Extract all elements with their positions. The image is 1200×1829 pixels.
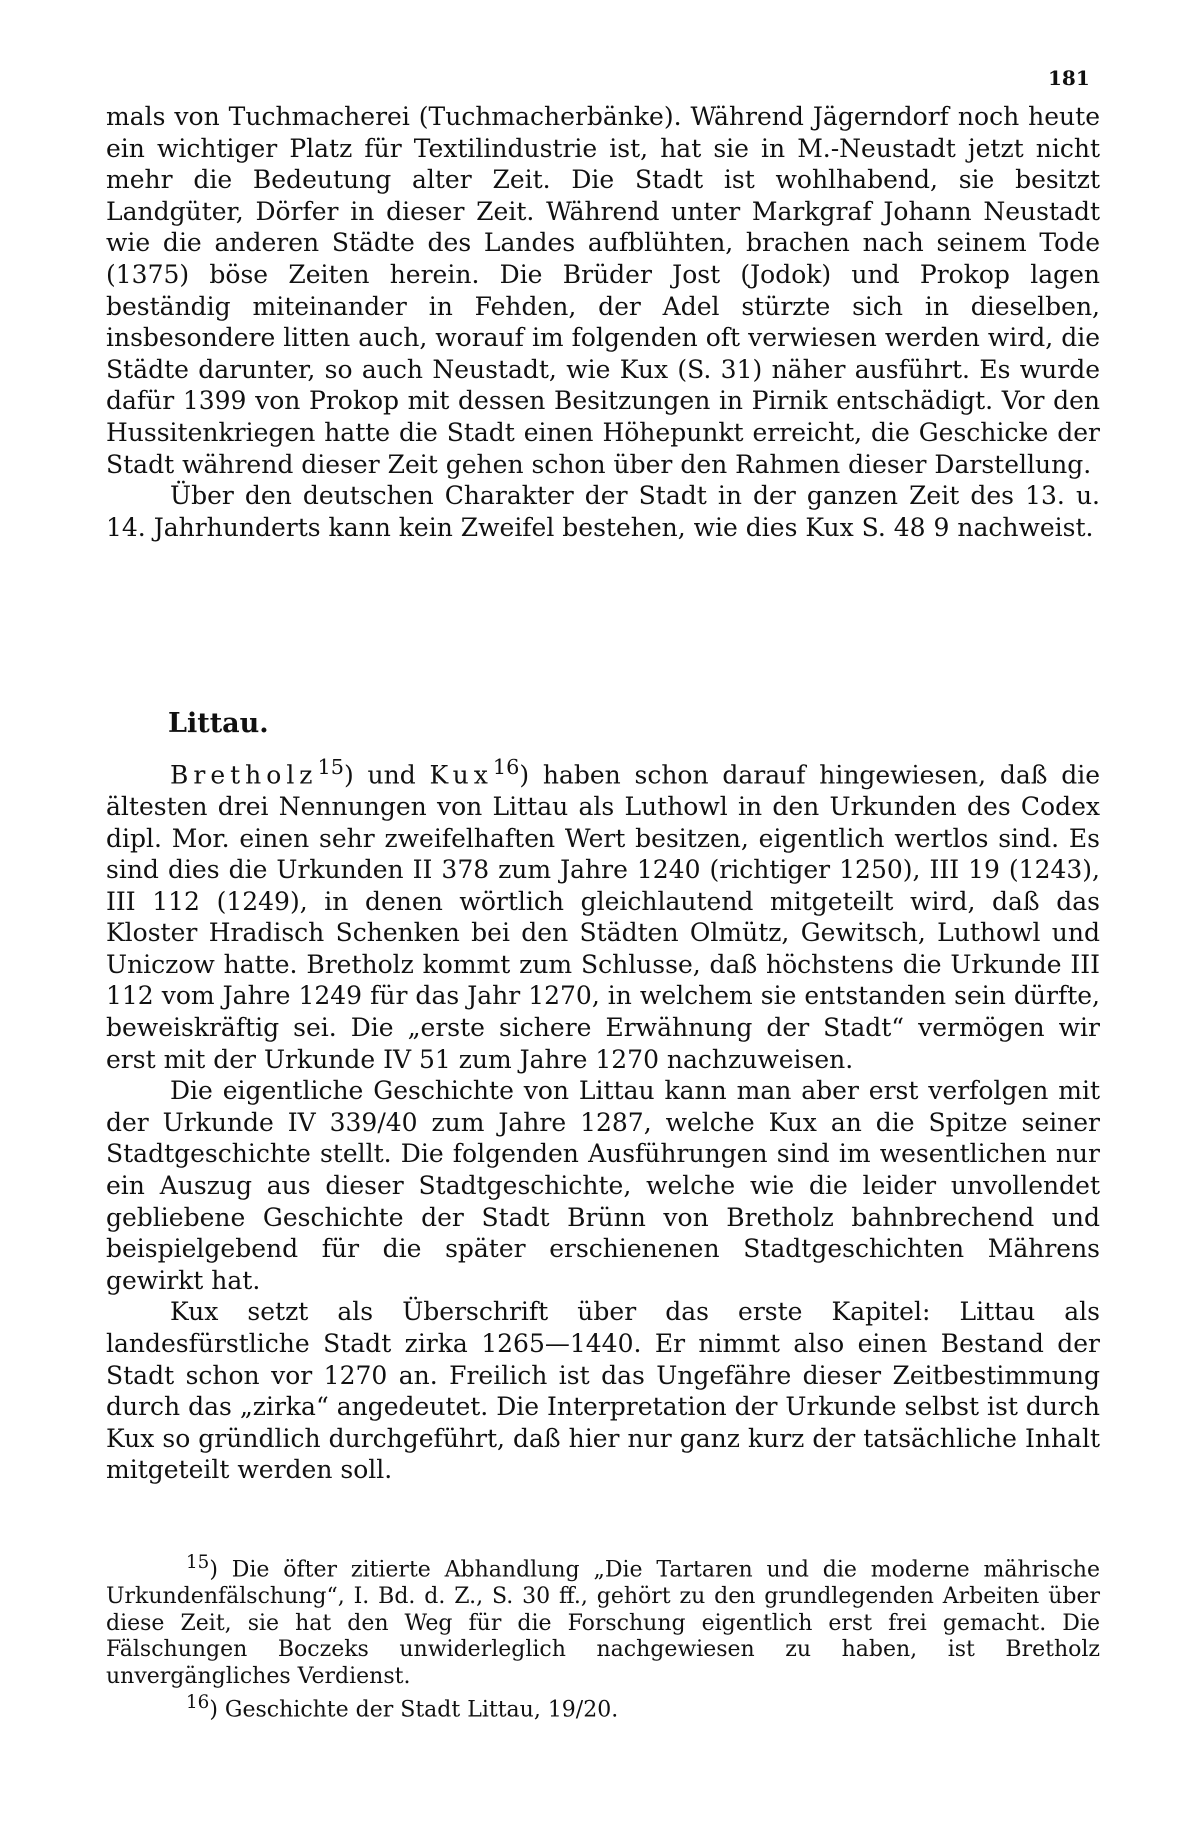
footnote-mark: 16: [186, 1692, 210, 1714]
footnote-mark: 15: [186, 1552, 210, 1573]
footnotes: [106, 1550, 1100, 1724]
section-heading: Littau.: [168, 708, 269, 739]
footnote: [106, 1550, 1100, 1690]
footnote: [106, 1690, 1100, 1724]
paragraph: Kux setzt als Überschrift über das erste Kapitel: Littau als landesfürstliche Stadt zirka 1265—1440. Er nimmt also einen Bestand der Stadt schon vor 1270 an. Freilich ist das Ungefähre dieser Zeitbestimmung durch das „zirka“ angedeutet. Die Interpretation der Urkunde selbst ist durch Kux so gründlich durchgeführt, daß hier nur ganz kurz der tatsächliche Inhalt mitgeteilt werden soll.: [106, 1297, 1100, 1485]
author-name: Bretholz: [170, 760, 318, 790]
body-text-top: [106, 101, 1100, 543]
paragraph-text: ) und: [344, 760, 430, 790]
footnote-text: ) Die öfter zitierte Abhandlung „Die Tartaren und die moderne mährische Urkundenfälschung“, I. Bd. d. Z., S. 30 ff., gehört zu den grundlegenden Arbeiten über diese Zeit, sie hat den Weg für die Forschung eigentlich erst frei gemacht. Die Fälschungen Boczeks unwiderleglich nachgewiesen zu haben, ist Bretholz unvergängliches Verdienst.: [106, 1557, 1100, 1689]
paragraph: mals von Tuchmacherei (Tuchmacherbänke). Während Jägerndorf noch heute ein wichtiger Platz für Textilindustrie ist, hat sie in M.-Neustadt jetzt nicht mehr die Bedeutung alter Zeit. Die Stadt ist wohlhabend, sie besitzt Landgüter, Dörfer in dieser Zeit. Während unter Markgraf Johann Neustadt wie die anderen Städte des Landes aufblühten, brachen nach seinem Tode (1375) böse Zeiten herein. Die Brüder Jost (Jodok) und Prokop lagen beständig miteinander in Fehden, der Adel stürzte sich in dieselben, insbesondere litten auch, worauf im folgenden oft verwiesen werden wird, die Städte darunter, so auch Neustadt, wie Kux (S. 31) näher ausführt. Es wurde dafür 1399 von Prokop mit dessen Besitzungen in Pirnik entschädigt. Vor den Hussitenkriegen hatte die Stadt einen Höhepunkt erreicht, die Geschicke der Stadt während dieser Zeit gehen schon über den Rahmen dieser Darstellung.: [106, 102, 1100, 479]
footnote-text: ) Geschichte der Stadt Littau, 19/20.: [209, 1697, 619, 1723]
footnote-ref: 16: [492, 755, 520, 779]
paragraph: Die eigentliche Geschichte von Littau kann man aber erst verfolgen mit der Urkunde IV 339/40 zum Jahre 1287, welche Kux an die Spitze seiner Stadtgeschichte stellt. Die folgenden Ausführungen sind im wesentlichen nur ein Auszug aus dieser Stadtgeschichte, welche wie die leider unvollendet gebliebene Geschichte der Stadt Brünn von Bretholz bahnbrechend und beispielgebend für die später erschienenen Stadtgeschichten Mährens gewirkt hat.: [106, 1076, 1100, 1295]
author-name: Kux: [429, 760, 493, 790]
footnote-ref: 15: [317, 755, 344, 779]
body-text-littau: [106, 752, 1100, 1486]
paragraph-text: ) haben schon darauf hingewiesen, daß die ältesten drei Nennungen von Littau als Luthowl in den Urkunden des Codex dipl. Mor. einen sehr zweifelhaften Wert besitzen, eigentlich wertlos sind. Es sind dies die Urkunden II 378 zum Jahre 1240 (richtiger 1250), III 19 (1243), III 112 (1249), in denen wörtlich gleichlautend mitgeteilt wird, daß das Kloster Hradisch Schenken bei den Städten Olmütz, Gewitsch, Luthowl und Uniczow hatte. Bretholz kommt zum Schlusse, daß höchstens die Urkunde III 112 vom Jahre 1249 für das Jahr 1270, in welchem sie entstanden sein dürfte, beweiskräftig sei. Die „erste sichere Erwähnung der Stadt“ vermögen wir erst mit der Urkunde IV 51 zum Jahre 1270 nachzuweisen.: [106, 760, 1100, 1074]
page-number: 181: [1048, 66, 1090, 90]
paragraph: Über den deutschen Charakter der Stadt in der ganzen Zeit des 13. u. 14. Jahrhunderts kann kein Zweifel bestehen, wie dies Kux S. 48 9 nachweist.: [106, 481, 1100, 542]
paragraph: [106, 752, 1100, 1075]
